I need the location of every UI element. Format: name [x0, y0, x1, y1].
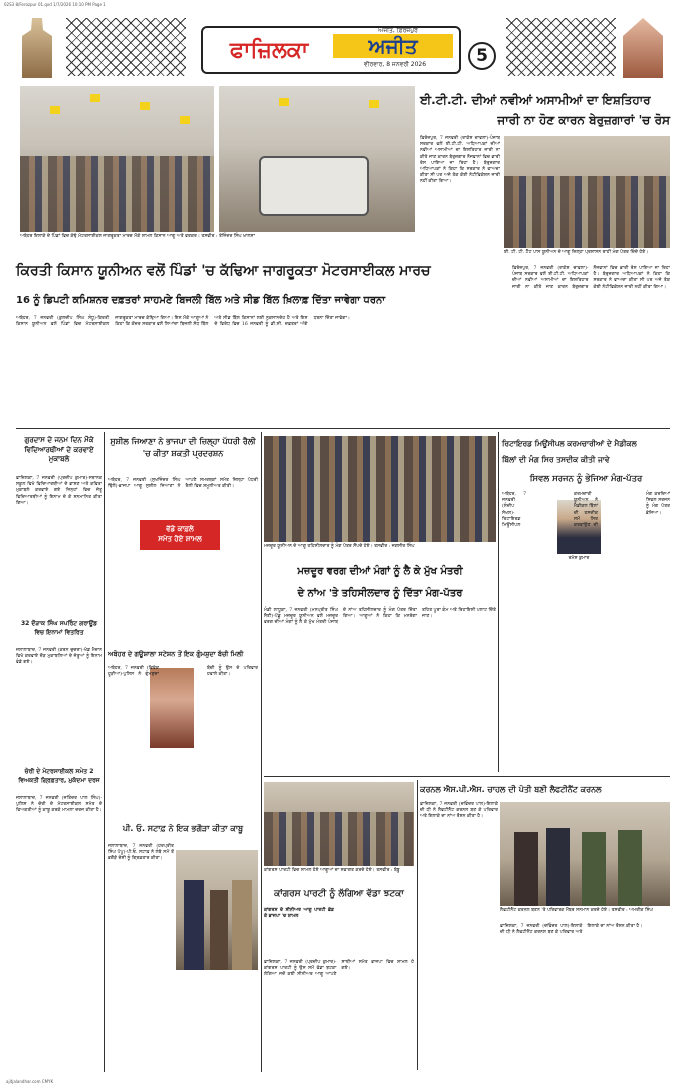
pullquote-line-2: ਸਮੇਤ ਹੋਏ ਸ਼ਾਮਲ — [158, 535, 202, 543]
masthead-title-box — [201, 26, 461, 74]
mazdoor-photo-caption: ਮਜ਼ਦੂਰ ਯੂਨੀਅਨ ਦੇ ਆਗੂ ਤਹਿਸੀਲਦਾਰ ਨੂੰ ਮੰਗ ਪੱਤਰ ਸੌਂਪਦੇ ਹੋਏ। ਤਸਵੀਰ : ਜਗਸੀਰ ਸਿੰਘ — [264, 544, 415, 549]
masthead-brand: ਅਜੀਤ — [333, 34, 453, 58]
colonel-body-continued: ਫ਼ਾਜ਼ਿਲਕਾ, 7 ਜਨਵਰੀ (ਦਵਿੰਦਰ ਪਾਲ)-ਇਲਾਕੇ ਦੀ ਧੀ ਨੇ ਲੈਫਟੀਨੈਂਟ ਕਰਨਲ ਬਣ ਕੇ ਪਰਿਵਾਰ ਅਤੇ ਇਲਾਕੇ ਦਾ ਨਾਂਅ ਰੌਸ਼ਨ ਕੀਤਾ ਹੈ। — [500, 924, 643, 936]
masthead-landmark-right — [618, 18, 668, 78]
masthead-edition: ਅਜੀਤ, ਫ਼ਿਰੋਜ਼ਪੁਰ — [378, 27, 418, 34]
footer-strip-text: ajitjalandhar.com CMYK — [6, 1079, 54, 1084]
congress-bullet: ਕਾਂਗਰਸ ਦੇ ਸੀਨੀਅਰ ਆਗੂ ਪਾਰਟੀ ਛੱਡ ਕੇ ਭਾਜਪਾ 'ਚ ਸ਼ਾਮਲ — [264, 908, 336, 920]
jeep-shape — [259, 156, 369, 216]
lead-subhead: 16 ਨੂੰ ਡਿਪਟੀ ਕਮਿਸ਼ਨਰ ਦਫ਼ਤਰਾਂ ਸਾਹਮਣੇ ਬਿਜਲੀ ਬਿੱਲ ਅਤੇ ਸੀਡ ਬਿੱਲ ਖ਼ਿਲਾਫ਼ ਦਿੱਤਾ ਜਾਵੇਗਾ ਧਰਨਾ — [16, 295, 386, 306]
left-story-1-headline: ਗੁਰਦਾਸ ਦੇ ਜਨਮ ਦਿਨ ਮੌਕੇ ਵਿਦਿਆਰਥੀਆਂ ਦੇ ਕਰਵਾਏ ਮੁਕਾਬਲੇ — [24, 436, 94, 463]
print-strip-bottom — [0, 1074, 677, 1089]
left-story-3-body: ਜਲਾਲਾਬਾਦ, 7 ਜਨਵਰੀ (ਜਤਿੰਦਰ ਪਾਲ ਸਿੰਘ)-ਪੁਲਿਸ ਨੇ ਚੋਰੀ ਦੇ ਮੋਟਰਸਾਈਕਲ ਸਮੇਤ ਦੋ ਵਿਅਕਤੀਆਂ ਨੂੰ ਕਾਬੂ ਕਰਕੇ ਮਾਮਲਾ ਦਰਜ ਕੀਤਾ ਹੈ। — [16, 796, 104, 814]
lead-body: ਅਬੋਹਰ, 7 ਜਨਵਰੀ (ਕੁਲਦੀਪ ਸਿੰਘ ਸੰਧੂ)-ਕਿਰਤੀ ਕਿਸਾਨ ਯੂਨੀਅਨ ਵਲੋਂ ਪਿੰਡਾਂ ਵਿਚ ਮੋਟਰਸਾਈਕਲ ਜਾਗਰੂਕਤਾ ਮਾਰਚ ਕੱਢਿਆ ਗਿਆ। ਇਸ ਮੌਕੇ ਆਗੂਆਂ ਨੇ ਕਿਹਾ ਕਿ ਕੇਂਦਰ ਸਰਕਾਰ ਵਲੋਂ ਲਿਆਂਦਾ ਬਿਜਲੀ ਸੋਧ ਬਿੱਲ ਅਤੇ ਸੀਡ ਬਿੱਲ ਕਿਸਾਨਾਂ ਲਈ ਨੁਕਸਾਨਦੇਹ ਹੈ ਅਤੇ ਇਸ ਦੇ ਵਿਰੋਧ ਵਿਚ 16 ਜਨਵਰੀ ਨੂੰ ਡੀ.ਸੀ. ਦਫ਼ਤਰਾਂ ਅੱਗੇ ਧਰਨਾ ਦਿੱਤਾ ਜਾਵੇਗਾ। — [16, 316, 350, 328]
ett-headline-2: ਜਾਰੀ ਨਾ ਹੋਣ ਕਾਰਨ ਬੇਰੁਜ਼ਗਾਰਾਂ 'ਚ ਰੋਸ — [497, 113, 670, 127]
congress-headline: ਕਾਂਗਰਸ ਪਾਰਟੀ ਨੂੰ ਲੱਗਿਆ ਵੱਡਾ ਝਟਕਾ — [274, 889, 404, 899]
page-number-badge: 5 — [468, 42, 496, 70]
po-body: ਜਲਾਲਾਬਾਦ, 7 ਜਨਵਰੀ (ਹਰਪ੍ਰੀਤ ਸਿੰਘ ਪੱਪੂ)-ਪੀ.ਓ. ਸਟਾਫ਼ ਨੇ ਲੰਬੇ ਸਮੇਂ ਤੋਂ ਭਗੌੜੇ ਦੋਸ਼ੀ ਨੂੰ ਗ੍ਰਿਫ਼ਤਾਰ ਕੀਤਾ। — [108, 844, 176, 862]
divider-vertical-3 — [498, 432, 499, 772]
lead-photo-right — [219, 86, 415, 232]
retired-body: ਅਬੋਹਰ, 7 ਜਨਵਰੀ (ਸੰਦੀਪ ਸੋਖਲ)-ਰਿਟਾਇਰਡ ਮਿਊਂਸੀਪਲ ਕਰਮਚਾਰੀ ਯੂਨੀਅਨ ਨੇ ਮੈਡੀਕਲ ਬਿੱਲਾਂ ਦੀ ਤਸਦੀਕ ਸਮੇਂ ਸਿਰ ਕਰਵਾਉਣ ਦੀ ਮੰਗ ਕਰਦਿਆਂ ਸਿਵਲ ਸਰਜਨ ਨੂੰ ਮੰਗ ਪੱਤਰ ਭੇਜਿਆ। — [502, 492, 672, 529]
retired-portrait-caption: ਰਮੇਸ਼ ਕੁਮਾਰ — [568, 556, 590, 561]
colonel-photo-caption: ਲੈਫਟੀਨੈਂਟ ਕਰਨਲ ਬਣਨ 'ਤੇ ਪਰਿਵਾਰਕ ਮੈਂਬਰ ਸਨਮਾਨ ਕਰਦੇ ਹੋਏ। ਤਸਵੀਰ : ਅਮਰੀਕ ਸਿੰਘ — [500, 908, 653, 913]
ett-photo — [504, 136, 670, 248]
sushil-pullquote — [140, 520, 220, 550]
divider-vertical-1 — [104, 432, 105, 1072]
pullquote-line-1: ਵੱਡੇ ਕਾਫ਼ਲੇ — [166, 525, 194, 533]
print-strip-text: 02S3 8/Ferozpur 01.qxd 1/7/2026 10:10 PM Page 1 — [4, 2, 106, 7]
colonel-photo — [500, 802, 670, 906]
masthead-landmark-left — [12, 18, 62, 78]
mazdoor-headline-1: ਮਜ਼ਦੂਰ ਵਰਗ ਦੀਆਂ ਮੰਗਾਂ ਨੂੰ ਲੈ ਕੇ ਮੁੱਖ ਮੰਤਰੀ — [297, 566, 463, 577]
print-strip-top — [0, 0, 677, 10]
left-story-3-headline: ਚੋਰੀ ਦੇ ਮੋਟਰਸਾਈਕਲ ਸਮੇਤ 2 ਵਿਅਕਤੀ ਗ੍ਰਿਫ਼ਤਾਰ, ਮੁਕੱਦਮਾ ਦਰਜ — [18, 768, 100, 784]
mazdoor-body: ਮੰਡੀ ਲਾਧੂਕਾ, 7 ਜਨਵਰੀ (ਮਨਪ੍ਰੀਤ ਸਿੰਘ ਸੈਣੀ)-ਪੇਂਡੂ ਮਜ਼ਦੂਰ ਯੂਨੀਅਨ ਵਲੋਂ ਮਜ਼ਦੂਰ ਵਰਗ ਦੀਆਂ ਮੰਗਾਂ ਨੂੰ ਲੈ ਕੇ ਮੁੱਖ ਮੰਤਰੀ ਪੰਜਾਬ ਦੇ ਨਾਂਅ ਤਹਿਸੀਲਦਾਰ ਨੂੰ ਮੰਗ ਪੱਤਰ ਦਿੱਤਾ ਗਿਆ। ਆਗੂਆਂ ਨੇ ਕਿਹਾ ਕਿ ਮਨਰੇਗਾ ਤਹਿਤ ਪੂਰਾ ਕੰਮ ਅਤੇ ਰਿਹਾਇਸ਼ੀ ਪਲਾਟ ਦਿੱਤੇ ਜਾਣ। — [264, 608, 498, 626]
ett-headline-1: ਈ.ਟੀ.ਟੀ. ਦੀਆਂ ਨਵੀਆਂ ਅਸਾਮੀਆਂ ਦਾ ਇਸ਼ਤਿਹਾਰ — [420, 93, 651, 107]
lead-headline: ਕਿਰਤੀ ਕਿਸਾਨ ਯੂਨੀਅਨ ਵਲੋਂ ਪਿੰਡਾਂ 'ਚ ਕੱਢਿਆ ਜਾਗਰੂਕਤਾ ਮੋਟਰਸਾਈਕਲ ਮਾਰਚ — [16, 263, 431, 279]
po-headline: ਪੀ. ਓ. ਸਟਾਫ਼ ਨੇ ਇਕ ਭਗੌੜਾ ਕੀਤਾ ਕਾਬੂ — [122, 824, 244, 833]
sushil-body: ਅਬੋਹਰ, 7 ਜਨਵਰੀ (ਸੁਖਜਿੰਦਰ ਸਿੰਘ ਢਿੱਲੋਂ)-ਭਾਜਪਾ ਆਗੂ ਸੁਸ਼ੀਲ ਜਿਆਣਾ ਨੇ ਆਪਣੇ ਸਮਰਥਕਾਂ ਸਮੇਤ ਜ਼ਿਲ੍ਹਾ ਪੱਧਰੀ ਰੈਲੀ ਵਿਚ ਸ਼ਮੂਲੀਅਤ ਕੀਤੀ। — [108, 478, 260, 490]
masthead-date: ਵੀਰਵਾਰ, 8 ਜਨਵਰੀ 2026 — [363, 61, 427, 68]
divider-vertical-4 — [417, 780, 418, 1070]
lead-photo-caption: ਅਬੋਹਰ ਇਲਾਕੇ ਦੇ ਪਿੰਡਾਂ ਵਿਚ ਕੱਢੇ ਮੋਟਰਸਾਈਕਲ ਜਾਗਰੂਕਤਾ ਮਾਰਚ ਮੌਕੇ ਸ਼ਾਮਲ ਕਿਸਾਨ ਆਗੂ ਅਤੇ ਵਰਕਰ। ਤਸਵੀਰ : ਤੇਜਿੰਦਰ ਸਿੰਘ ਖ਼ਾਲਸਾ — [20, 234, 255, 239]
colonel-headline: ਕਰਨਲ ਐਸ.ਪੀ.ਐਸ. ਚਾਹਲ ਦੀ ਪੋਤੀ ਬਣੀ ਲੈਫਟੀਨੈਂਟ ਕਰਨਲ — [420, 785, 602, 794]
colonel-body: ਫ਼ਾਜ਼ਿਲਕਾ, 7 ਜਨਵਰੀ (ਦਵਿੰਦਰ ਪਾਲ)-ਇਲਾਕੇ ਦੀ ਧੀ ਨੇ ਲੈਫਟੀਨੈਂਟ ਕਰਨਲ ਬਣ ਕੇ ਪਰਿਵਾਰ ਅਤੇ ਇਲਾਕੇ ਦਾ ਨਾਂਅ ਰੌਸ਼ਨ ਕੀਤਾ ਹੈ। — [420, 802, 500, 820]
mazdoor-headline-2: ਦੇ ਨਾਂਅ 'ਤੇ ਤਹਿਸੀਲਦਾਰ ਨੂੰ ਦਿੱਤਾ ਮੰਗ-ਪੱਤਰ — [297, 588, 463, 599]
missing-body: ਅਬੋਹਰ, 7 ਜਨਵਰੀ (ਵਿਵੇਕ ਹੂੜੀਆ)-ਪੁਲਿਸ ਨੇ ਗੁੰਮਸ਼ੁਦਾ ਬੱਚੀ ਨੂੰ ਉਸ ਦੇ ਪਰਿਵਾਰ ਹਵਾਲੇ ਕੀਤਾ। — [108, 666, 260, 678]
divider-horizontal-1 — [16, 428, 670, 429]
divider-vertical-2 — [261, 432, 262, 1072]
retired-headline-1: ਰਿਟਾਇਰਡ ਮਿਊਂਸੀਪਲ ਕਰਮਚਾਰੀਆਂ ਦੇ ਮੈਡੀਕਲ — [502, 439, 637, 448]
retired-headline-3: ਸਿਵਲ ਸਰਜਨ ਨੂੰ ਭੇਜਿਆ ਮੰਗ-ਪੱਤਰ — [529, 474, 643, 484]
missing-headline: ਅਬੋਹਰ ਦੇ ਗਊਸ਼ਾਲਾ ਸਟੇਸ਼ਨ ਤੋਂ ਇਕ ਗੁੰਮਸ਼ੁਦਾ ਬੱਚੀ ਮਿਲੀ — [108, 650, 244, 658]
po-photo — [176, 850, 258, 970]
retired-headline-2: ਬਿੱਲਾਂ ਦੀ ਮੰਗ ਸਿਰ ਤਸਦੀਕ ਕੀਤੀ ਜਾਵੇ — [502, 455, 610, 464]
ett-body: ਫ਼ਿਰੋਜ਼ਪੁਰ, 7 ਜਨਵਰੀ (ਰਾਕੇਸ਼ ਚਾਵਲਾ)-ਪੰਜਾਬ ਸਰਕਾਰ ਵਲੋਂ ਈ.ਟੀ.ਟੀ. ਅਧਿਆਪਕਾਂ ਦੀਆਂ ਨਵੀਆਂ ਅਸਾਮੀਆਂ ਦਾ ਇਸ਼ਤਿਹਾਰ ਜਾਰੀ ਨਾ ਕੀਤੇ ਜਾਣ ਕਾਰਨ ਬੇਰੁਜ਼ਗਾਰ ਨੌਜਵਾਨਾਂ ਵਿਚ ਭਾਰੀ ਰੋਸ ਪਾਇਆ ਜਾ ਰਿਹਾ ਹੈ। ਬੇਰੁਜ਼ਗਾਰ ਅਧਿਆਪਕਾਂ ਨੇ ਕਿਹਾ ਕਿ ਸਰਕਾਰ ਨੇ ਵਾਅਦਾ ਕੀਤਾ ਸੀ ਪਰ ਅਜੇ ਤੱਕ ਕੋਈ ਨੋਟੀਫਿਕੇਸ਼ਨ ਜਾਰੀ ਨਹੀਂ ਕੀਤਾ ਗਿਆ। — [420, 136, 502, 185]
masthead — [6, 12, 670, 80]
sushil-headline: ਸੁਸ਼ੀਲ ਜਿਆਣਾ ਨੇ ਭਾਜਪਾ ਦੀ ਜ਼ਿਲ੍ਹਾ ਪੱਧਰੀ ਰੈਲੀ 'ਚ ਕੀਤਾ ਸ਼ਕਤੀ ਪ੍ਰਦਰਸ਼ਨ — [110, 437, 256, 458]
lead-photo-left — [20, 86, 214, 232]
mazdoor-photo — [264, 436, 496, 542]
left-story-2-body: ਜਲਾਲਾਬਾਦ, 7 ਜਨਵਰੀ (ਕਰਨ ਚੁਚਰਾ)-ਖੇਡ ਮੈਦਾਨ ਵਿਖੇ ਕਰਵਾਏ ਦੌੜ ਮੁਕਾਬਲਿਆਂ ਦੇ ਜੇਤੂਆਂ ਨੂੰ ਇਨਾਮ ਵੰਡੇ ਗਏ। — [16, 648, 104, 666]
congress-body: ਫ਼ਾਜ਼ਿਲਕਾ, 7 ਜਨਵਰੀ (ਪ੍ਰਦੀਪ ਕੁਮਾਰ)-ਕਾਂਗਰਸ ਪਾਰਟੀ ਨੂੰ ਉਸ ਸਮੇਂ ਵੱਡਾ ਝਟਕਾ ਲੱਗਿਆ ਜਦੋਂ ਕਈ ਸੀਨੀਅਰ ਆਗੂ ਆਪਣੇ ਸਾਥੀਆਂ ਸਮੇਤ ਭਾਜਪਾ ਵਿਚ ਸ਼ਾਮਲ ਹੋ ਗਏ। — [264, 960, 416, 978]
congress-photo — [264, 782, 414, 866]
masthead-pattern-right — [506, 18, 616, 76]
left-story-2-headline: 32 ਦੌੜਾਕ ਸਿੰਘ ਸਪਰਿੰਟ ਗਰਾਊਂਡ ਵਿਚ ਇਨਾਮਾਂ ਵਿਤਰਿਤ — [20, 620, 97, 636]
left-story-1-body: ਫ਼ਾਜ਼ਿਲਕਾ, 7 ਜਨਵਰੀ (ਪ੍ਰਦੀਪ ਕੁਮਾਰ)-ਸਥਾਨਕ ਸਕੂਲ ਵਿਖੇ ਵਿਦਿਆਰਥੀਆਂ ਦੇ ਭਾਸ਼ਣ ਅਤੇ ਕਵਿਤਾ ਮੁਕਾਬਲੇ ਕਰਵਾਏ ਗਏ ਜਿਨ੍ਹਾਂ ਵਿਚ ਜੇਤੂ ਵਿਦਿਆਰਥੀਆਂ ਨੂੰ ਇਨਾਮ ਦੇ ਕੇ ਸਨਮਾਨਿਤ ਕੀਤਾ ਗਿਆ। — [16, 476, 104, 506]
congress-photo-caption: ਕਾਂਗਰਸ ਪਾਰਟੀ ਵਿਚ ਸ਼ਾਮਲ ਹੋਏ ਆਗੂਆਂ ਦਾ ਸਵਾਗਤ ਕਰਦੇ ਹੋਏ। ਤਸਵੀਰ : ਬੱਬੂ — [264, 868, 400, 873]
divider-horizontal-2 — [264, 776, 670, 777]
ett-caption: ਈ. ਟੀ. ਟੀ. ਟੈੱਟ ਪਾਸ ਯੂਨੀਅਨ ਦੇ ਆਗੂ ਜ਼ਿਲ੍ਹਾ ਪ੍ਰਸ਼ਾਸਨ ਰਾਹੀਂ ਮੰਗ ਪੱਤਰ ਦਿੰਦੇ ਹੋਏ। — [504, 250, 649, 255]
masthead-pattern-left — [66, 18, 186, 76]
ett-body-continued: ਫ਼ਿਰੋਜ਼ਪੁਰ, 7 ਜਨਵਰੀ (ਰਾਕੇਸ਼ ਚਾਵਲਾ)-ਪੰਜਾਬ ਸਰਕਾਰ ਵਲੋਂ ਈ.ਟੀ.ਟੀ. ਅਧਿਆਪਕਾਂ ਦੀਆਂ ਨਵੀਆਂ ਅਸਾਮੀਆਂ ਦਾ ਇਸ਼ਤਿਹਾਰ ਜਾਰੀ ਨਾ ਕੀਤੇ ਜਾਣ ਕਾਰਨ ਬੇਰੁਜ਼ਗਾਰ ਨੌਜਵਾਨਾਂ ਵਿਚ ਭਾਰੀ ਰੋਸ ਪਾਇਆ ਜਾ ਰਿਹਾ ਹੈ। ਬੇਰੁਜ਼ਗਾਰ ਅਧਿਆਪਕਾਂ ਨੇ ਕਿਹਾ ਕਿ ਸਰਕਾਰ ਨੇ ਵਾਅਦਾ ਕੀਤਾ ਸੀ ਪਰ ਅਜੇ ਤੱਕ ਕੋਈ ਨੋਟੀਫਿਕੇਸ਼ਨ ਜਾਰੀ ਨਹੀਂ ਕੀਤਾ ਗਿਆ। — [512, 266, 672, 290]
masthead-city: ਫਾਜ਼ਿਲਕਾ — [229, 38, 309, 63]
